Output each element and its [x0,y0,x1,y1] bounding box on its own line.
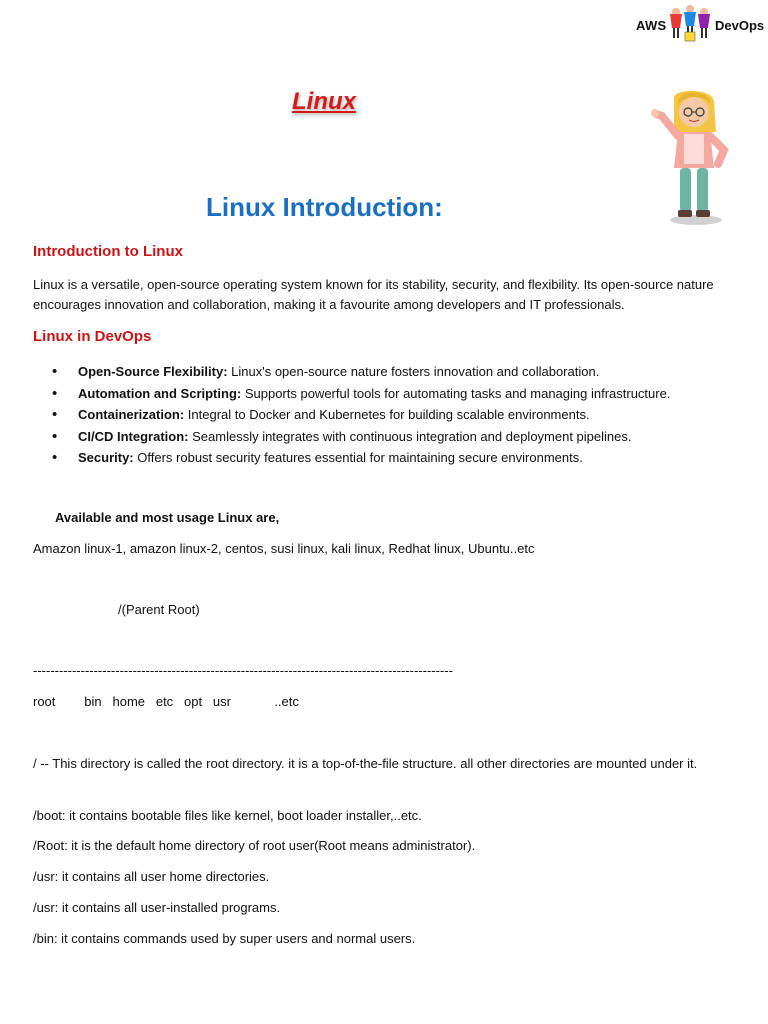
bullet-term: CI/CD Integration: [78,428,189,444]
description-usr-programs: /usr: it contains all user-installed programs. [33,900,281,915]
people-icon [666,4,714,44]
description-usr-home: /usr: it contains all user home directories. [33,869,270,884]
bullet-term: Open-Source Flexibility: [78,364,228,379]
brand-logo [636,4,764,44]
logo-devops-text: DevOps [715,18,765,33]
intro-paragraph: Linux is a versatile, open-source operating system known for its stability, security, and flexibility. Its open-source nature encourages innovation and collaboration, making it a favourite among developers and IT professionals. [33,277,714,312]
bullet-text: Offers robust security features essential for maintaining secure environments. [133,450,583,465]
bullet-term: Containerization: [78,407,185,422]
parent-root-label: /(Parent Root) [118,602,200,617]
bullet-text: Seamlessly integrates with continuous integration and deployment pipelines. [188,428,632,444]
description-root: / -- This directory is called the root directory. it is a top-of-the-file structure. all other directories are mounted under it. [33,756,698,771]
available-linux-heading: Available and most usage Linux are, [55,510,280,525]
devops-bullet-list [33,361,753,469]
list-item [33,426,753,448]
intro-heading: Linux Introduction: [206,192,443,222]
section-heading-introduction: Introduction to Linux [33,243,183,260]
logo-aws-text: AWS [636,18,667,33]
bullet-text: Linux's open-source nature fosters innovation and collaboration. [227,364,600,379]
list-item [33,447,753,469]
description-bin: /bin: it contains commands used by super users and normal users. [33,931,416,946]
bullet-term: Automation and Scripting: [78,385,242,401]
bullet-term: Security: [78,450,134,465]
list-item [33,383,753,405]
section-heading-devops: Linux in DevOps [33,328,152,345]
description-boot: /boot: it contains bootable files like kernel, boot loader installer,..etc. [33,808,422,823]
page-title: Linux [292,88,356,115]
distros-list: Amazon linux-1, amazon linux-2, centos, susi linux, kali linux, Redhat linux, Ubuntu..etc [33,541,535,556]
description-root-home: /Root: it is the default home directory of root user(Root means administrator). [33,838,476,853]
character-illustration [644,88,744,228]
bullet-text: Integral to Docker and Kubernetes for building scalable environments. [184,407,590,422]
divider-line: ------------------------------------------------------------------------------------------------- [33,663,453,678]
directory-row: root bin home etc opt usr ..etc [33,694,299,709]
bullet-text: Supports powerful tools for automating tasks and managing infrastructure. [241,385,671,401]
list-item [33,361,753,383]
list-item [33,404,753,426]
